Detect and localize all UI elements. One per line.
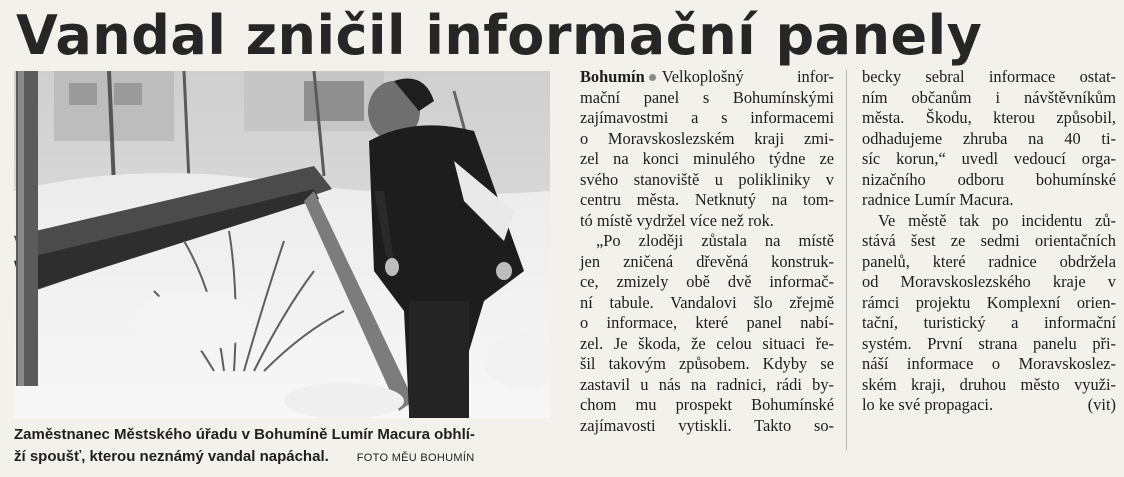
caption-line-2: ží spoušť, kterou neznámý vandal napáchal. bbox=[14, 448, 329, 465]
article-line: ním občanům i návštěvníkům bbox=[862, 87, 1116, 107]
photo-caption bbox=[14, 424, 554, 469]
article-line: šil takovým způsobem. Kdyby se bbox=[580, 354, 834, 373]
article-line: svého stanoviště u polikliniky v bbox=[580, 169, 834, 189]
article-line: stává šest ze sedmi orientačních bbox=[862, 231, 1116, 250]
article-line: ní tabule. Vandalovi šlo zřejmě bbox=[580, 292, 834, 312]
article-line bbox=[862, 395, 1116, 416]
column-divider bbox=[846, 70, 847, 450]
article-line: chom mu prospekt Bohumínské bbox=[580, 395, 834, 414]
article-line: Bohumín Velkoplošný infor- bbox=[580, 67, 834, 86]
article-line: o informace, které panel nabí- bbox=[580, 313, 834, 332]
article-line: tační, turistický a informační bbox=[862, 313, 1116, 332]
headline: Vandal zničil informační panely bbox=[16, 4, 983, 67]
article-line: města. Škodu, kterou způsobil, bbox=[862, 108, 1116, 127]
article-line: „Po zloději zůstala na místě bbox=[596, 231, 834, 250]
article-line: náší informace o Moravskoslez- bbox=[862, 354, 1116, 373]
article-line: zajímavostmi a s informacemi bbox=[580, 108, 834, 127]
article-line: systém. První strana panelu při- bbox=[862, 333, 1116, 353]
article-line: centru města. Netknutý na tom- bbox=[580, 190, 834, 209]
article-line: zel na konci minulého týdne ze bbox=[580, 149, 834, 168]
article-line: becky sebral informace ostat- bbox=[862, 67, 1116, 86]
article-line: panelů, které radnice obdržela bbox=[862, 251, 1116, 271]
article-line: ském kraji, druhou město využi- bbox=[862, 374, 1116, 394]
snow-scene-photo bbox=[14, 71, 550, 418]
dateline: Bohumín bbox=[580, 67, 645, 86]
article-line: odhadujeme zhruba na 40 ti- bbox=[862, 128, 1116, 148]
photo-credit: FOTO MĚU BOHUMÍN bbox=[356, 452, 475, 464]
bullet-icon bbox=[649, 74, 656, 81]
article-last-line: lo ke své propagaci. bbox=[862, 395, 994, 414]
article-line: zel. Je škoda, že celou situaci ře- bbox=[580, 333, 834, 353]
caption-line-1: Zaměstnanec Městského úřadu v Bohumíně Lumír Macura obhlí- bbox=[14, 426, 475, 443]
article-line: jen zničená dřevěná konstruk- bbox=[580, 251, 834, 271]
article-line: mační panel s Bohumínskými bbox=[580, 87, 834, 107]
article-line: Ve městě tak po incidentu zů- bbox=[878, 210, 1116, 230]
article-line: od Moravskoslezského kraje v bbox=[862, 272, 1116, 291]
article-photo bbox=[14, 71, 550, 418]
article-line: nizačního odboru bohumínské bbox=[862, 169, 1116, 189]
article-line: zajímavosti vytiskli. Takto so- bbox=[580, 415, 834, 435]
article-line: o Moravskoslezském kraji zmi- bbox=[580, 128, 834, 148]
article-column-2 bbox=[862, 67, 1116, 416]
article-line: rámci projektu Komplexní orien- bbox=[862, 292, 1116, 312]
article-line: radnice Lumír Macura. bbox=[862, 190, 1014, 209]
article-line: ce, zmizely obě dvě informač- bbox=[580, 272, 834, 291]
article-line: zastavil u nás na radnici, rádi by- bbox=[580, 374, 834, 394]
author-signature: (vit) bbox=[1087, 395, 1116, 414]
article-line: tó místě vydržel více než rok. bbox=[580, 210, 774, 230]
article-column-1 bbox=[580, 67, 834, 436]
article-line: síc korun,“ uvedl vedoucí orga- bbox=[862, 149, 1116, 168]
